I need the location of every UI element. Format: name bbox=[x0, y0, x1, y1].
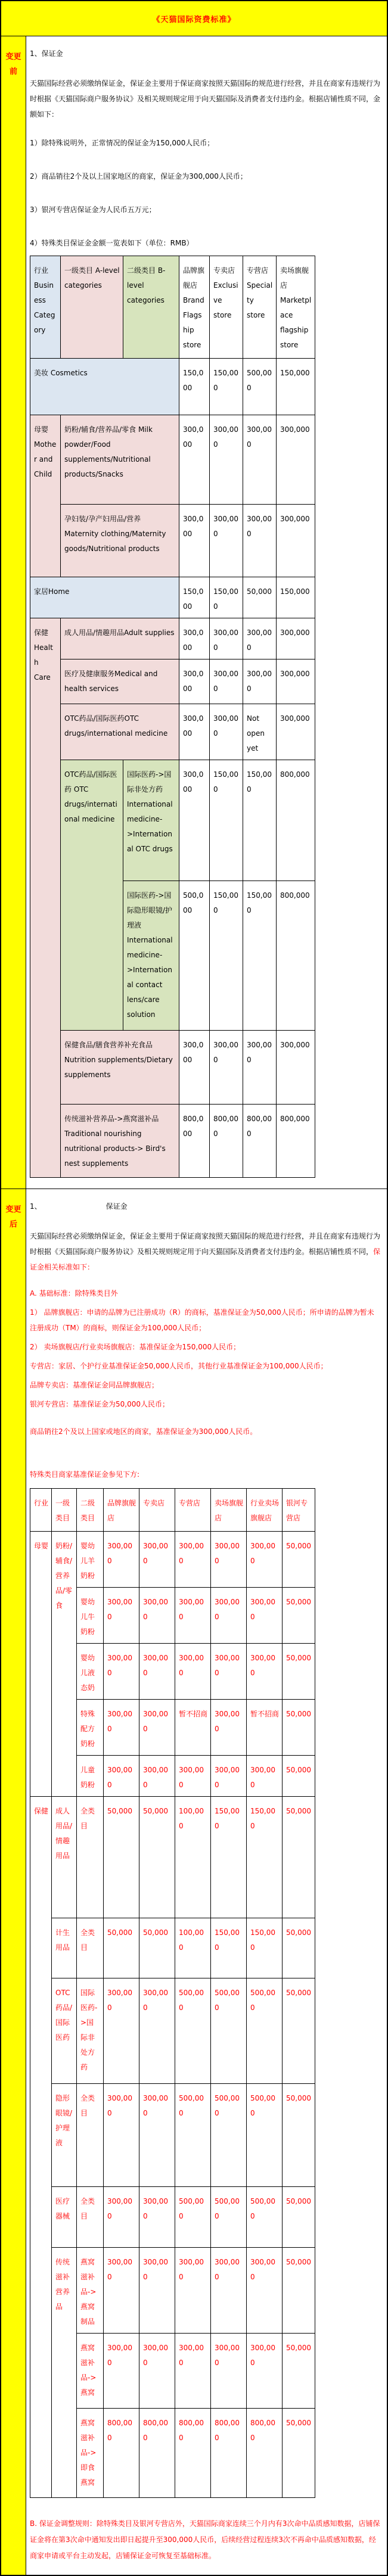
before-heading: 1、保证金 bbox=[30, 49, 63, 58]
cell: 300,000 bbox=[247, 2334, 283, 2409]
cell: 300,000 bbox=[175, 1644, 211, 1700]
cell: 300,000 bbox=[211, 1700, 247, 1756]
cell: 300,000 bbox=[139, 2248, 175, 2334]
cell: 800,000 bbox=[175, 2409, 211, 2498]
category-cell: 传统滋补营养品 bbox=[52, 2248, 77, 2498]
cell: 500,000 bbox=[211, 2084, 247, 2187]
cell: 300,000 bbox=[211, 1756, 247, 1797]
category-cell: 国际医药->国际非处方药 bbox=[77, 1978, 104, 2084]
category-cell: 成人用品/情趣用品Adult supplies bbox=[61, 618, 179, 659]
category-cell: 计生用品 bbox=[52, 1918, 77, 1978]
cell: 300,000 bbox=[179, 760, 210, 881]
table-row bbox=[30, 256, 315, 359]
deposit-adjustment-note: B. 保证金调整规则：除特殊类目及银河专营店外，天猫国际商家连续三个月内有3次命中品质感知数据，店铺保证金将在第3次命中通知发出即日起提升至300,000人民币，后续经营过程连续3次不再命中品质感知数据，经商家申请或平台主动发起，店铺保证金可恢复至基础标准。 bbox=[30, 2519, 380, 2560]
category-cell: 奶粉/辅食/营养品/零食 Milk powder/Food supplements/Nutritional products/Snacks bbox=[61, 415, 179, 505]
cell: 300,000 bbox=[104, 2248, 139, 2334]
cell: 150,000 bbox=[277, 577, 315, 618]
cell: 50,000 bbox=[283, 1756, 315, 1797]
cell: 500,000 bbox=[175, 2084, 211, 2187]
cell: 300,000 bbox=[247, 1532, 283, 1588]
cell: 300,000 bbox=[243, 1031, 277, 1105]
section-after-change bbox=[1, 1189, 387, 2575]
cell: 500,000 bbox=[247, 2084, 283, 2187]
cell: 500,000 bbox=[211, 2187, 247, 2248]
cell: 50,000 bbox=[283, 1978, 315, 2084]
category-cell: 国际医药->国际非处方药 International medicine->International OTC drugs bbox=[123, 760, 179, 881]
header-cell: 品牌旗舰店 bbox=[104, 1489, 139, 1532]
cell: 300,000 bbox=[211, 1644, 247, 1700]
cell: 300,000 bbox=[277, 415, 315, 505]
cell: 300,000 bbox=[179, 415, 210, 505]
rule-multi-country: 商品销往2个及以上国家或地区的商家，基准保证金为300,000人民币。 bbox=[30, 1427, 257, 1436]
cell: 300,000 bbox=[179, 505, 210, 577]
cell: 500,000 bbox=[247, 1978, 283, 2084]
after-heading-text: 保证金 bbox=[105, 1202, 128, 1211]
table-row bbox=[30, 359, 315, 415]
cell: 50,000 bbox=[283, 1588, 315, 1644]
cell: 300,000 bbox=[243, 618, 277, 659]
page-title: 《天猫国际资费标准》 bbox=[1, 1, 387, 36]
category-cell: OTC药品/国际医药 OTC drugs/international medicine bbox=[61, 760, 123, 1031]
category-cell: 全类目 bbox=[77, 2084, 104, 2187]
cell: 300,000 bbox=[104, 1756, 139, 1797]
cell: 50,000 bbox=[283, 2334, 315, 2409]
cell: 50,000 bbox=[104, 1918, 139, 1978]
cell: 150,000 bbox=[210, 359, 243, 415]
cell: 300,000 bbox=[139, 1756, 175, 1797]
cell: 50,000 bbox=[139, 1797, 175, 1918]
cell: 300,000 bbox=[175, 2248, 211, 2334]
cell: 300,000 bbox=[104, 1978, 139, 2084]
header-cell: 卖场旗舰店 bbox=[211, 1489, 247, 1532]
header-cell: 卖场旗舰店 Marketplace flagship store bbox=[277, 256, 315, 359]
cell: 300,000 bbox=[104, 2187, 139, 2248]
change-after-label: 变更后 bbox=[1, 1189, 26, 2575]
category-cell: 全类目 bbox=[77, 1918, 104, 1978]
category-cell: 保健食品/膳食营养补充食品 Nutrition supplements/Dietary supplements bbox=[61, 1031, 179, 1105]
cell: 500,000 bbox=[179, 881, 210, 1031]
cell: 500,000 bbox=[175, 2187, 211, 2248]
cell: 800,000 bbox=[210, 1105, 243, 1178]
before-item-2: 2）商品销往2个及以上国家地区的商家，保证金为300,000人民币； bbox=[30, 172, 247, 181]
cell: 50,000 bbox=[283, 1644, 315, 1700]
cell: 暂不招商 bbox=[175, 1700, 211, 1756]
table-row bbox=[30, 2084, 315, 2187]
cell: 150,000 bbox=[243, 881, 277, 1031]
before-item-1: 1）除特殊说明外，正常情况的保证金为150,000人民币； bbox=[30, 139, 215, 147]
category-cell: 隐形眼镜/护理液 bbox=[52, 2084, 77, 2187]
table-row bbox=[30, 577, 315, 618]
cell: 300,000 bbox=[243, 415, 277, 505]
cell: 800,000 bbox=[139, 2409, 175, 2498]
header-cell: 专卖店 bbox=[139, 1489, 175, 1532]
header-cell: 二级类目 bbox=[77, 1489, 104, 1532]
after-content bbox=[26, 1189, 387, 2575]
rule-special-category-ref: 特殊类目商家基准保证金参见下方: bbox=[30, 1470, 140, 1479]
cell: 300,000 bbox=[139, 1644, 175, 1700]
table-row bbox=[30, 1978, 315, 2084]
before-intro: 天猫国际经营必须缴纳保证金，保证金主要用于保证商家按照天猫国际的规范进行经营，并且在商家有违规行为时根据《天猫国际商户服务协议》及相关规则规定用于向天猫国际及消费者支付违约金。根据店铺性质不同，金额如下： bbox=[30, 79, 381, 119]
cell: 300,000 bbox=[277, 505, 315, 577]
header-cell: 专营店 Specialty store bbox=[243, 256, 277, 359]
cell: 300,000 bbox=[211, 1532, 247, 1588]
cell: 300,000 bbox=[139, 2187, 175, 2248]
category-cell: 成人用品/情趣用品 bbox=[52, 1797, 77, 1918]
cell: 150,000 bbox=[247, 1797, 283, 1918]
cell: 150,000 bbox=[179, 359, 210, 415]
cell: 300,000 bbox=[104, 2084, 139, 2187]
cell: 300,000 bbox=[104, 1644, 139, 1700]
cell: 300,000 bbox=[210, 505, 243, 577]
category-cell: 婴幼儿羊奶粉 bbox=[77, 1532, 104, 1588]
category-cell: 医疗器械 bbox=[52, 2187, 77, 2248]
category-cell: 保健 Health Care bbox=[30, 618, 61, 1178]
cell: 300,000 bbox=[210, 618, 243, 659]
cell: 150,000 bbox=[211, 1918, 247, 1978]
table-row bbox=[30, 415, 315, 505]
category-cell: OTC药品/国际医药OTC drugs/international medicine bbox=[61, 704, 179, 760]
table-row bbox=[30, 618, 315, 659]
category-cell: OTC药品/国际医药 bbox=[52, 1978, 77, 2084]
table-row bbox=[30, 1489, 315, 1532]
category-cell: 传统滋补营养品->燕窝滋补品 Traditional nourishing nutritional products-> Bird's nest supplements bbox=[61, 1105, 179, 1178]
cell: 300,000 bbox=[211, 1588, 247, 1644]
after-heading-number: 1、 bbox=[30, 1202, 42, 1211]
cell: 300,000 bbox=[247, 1588, 283, 1644]
cell: 50,000 bbox=[283, 2248, 315, 2334]
cell: 150,000 bbox=[179, 577, 210, 618]
header-cell: 一级类目 A-level categories bbox=[61, 256, 123, 359]
category-cell: 儿童奶粉 bbox=[77, 1756, 104, 1797]
header-cell: 银河专营店 bbox=[283, 1489, 315, 1532]
cell: 300,000 bbox=[179, 618, 210, 659]
before-item-4: 4）特殊类目保证金金额一览表如下（单位：RMB） bbox=[30, 239, 194, 247]
category-cell: 国际医药->国际隐形眼镜/护理液 International medicine->International contact lens/care solution bbox=[123, 881, 179, 1031]
cell: 300,000 bbox=[210, 704, 243, 760]
cell: 300,000 bbox=[104, 1588, 139, 1644]
cell: 300,000 bbox=[277, 659, 315, 704]
cell: 300,000 bbox=[277, 618, 315, 659]
cell: 300,000 bbox=[175, 1532, 211, 1588]
header-cell: 品牌旗舰店 Brand Flagship store bbox=[179, 256, 210, 359]
category-cell: 婴幼儿液态奶 bbox=[77, 1644, 104, 1700]
deposit-table-after bbox=[30, 1488, 315, 2498]
cell: 150,000 bbox=[211, 1797, 247, 1918]
category-cell: 全类目 bbox=[77, 1797, 104, 1918]
deposit-table-before bbox=[30, 256, 315, 1178]
category-cell: 美妆 Cosmetics bbox=[30, 359, 179, 415]
cell: 300,000 bbox=[211, 2334, 247, 2409]
cell: 50,000 bbox=[283, 2187, 315, 2248]
rule-brand-flagship: 1） 品牌旗舰店：申请的品牌为已注册成功（R）的商标，基准保证金为50,000人民币；所申请的品牌为暂未注册成功（TM）的商标，则保证金为100,000人民币； bbox=[30, 1308, 374, 1332]
cell: 300,000 bbox=[175, 1588, 211, 1644]
cell: 800,000 bbox=[179, 1105, 210, 1178]
category-cell: 燕窝滋补品->即食燕窝 bbox=[77, 2409, 104, 2498]
cell: 50,000 bbox=[243, 577, 277, 618]
cell: 300,000 bbox=[243, 659, 277, 704]
cell: 300,000 bbox=[139, 2334, 175, 2409]
cell: 800,000 bbox=[277, 760, 315, 881]
header-cell: 一级类目 bbox=[52, 1489, 77, 1532]
cell: 150,000 bbox=[210, 881, 243, 1031]
category-cell: 奶粉/辅食/营养品/零食 bbox=[52, 1532, 77, 1797]
cell: 150,000 bbox=[247, 1918, 283, 1978]
cell: 800,000 bbox=[277, 1105, 315, 1178]
cell: 300,000 bbox=[210, 415, 243, 505]
rule-brand-exclusive: 品牌专卖店：基准保证金同品牌旗舰店； bbox=[30, 1381, 159, 1389]
cell: 300,000 bbox=[104, 1532, 139, 1588]
cell: 800,000 bbox=[243, 1105, 277, 1178]
category-cell: 婴幼儿牛奶粉 bbox=[77, 1588, 104, 1644]
table-row bbox=[30, 505, 315, 577]
category-cell: 母婴 bbox=[30, 1532, 52, 1797]
cell: 800,000 bbox=[277, 881, 315, 1031]
cell: 50,000 bbox=[104, 1797, 139, 1918]
cell: 300,000 bbox=[277, 704, 315, 760]
cell: 500,000 bbox=[243, 359, 277, 415]
table-row bbox=[30, 1031, 315, 1105]
category-cell: 医疗及健康服务Medical and health services bbox=[61, 659, 179, 704]
table-row bbox=[30, 704, 315, 760]
category-cell: 燕窝滋补品->燕窝 bbox=[77, 2334, 104, 2409]
cell: 500,000 bbox=[211, 1978, 247, 2084]
after-intro-black: 天猫国际经营必须缴纳保证金，保证金主要用于保证商家按照天猫国际的规范进行经营，并且在商家有违规行为时根据《天猫国际商户服务协议》及相关规则规定用于向天猫国际及消费者支付违约金。根据店铺性质不同， bbox=[30, 1232, 381, 1256]
cell: 300,000 bbox=[139, 1588, 175, 1644]
cell: 300,000 bbox=[247, 1756, 283, 1797]
category-cell: 母婴 Mother and Child bbox=[30, 415, 61, 577]
cell: 50,000 bbox=[283, 1797, 315, 1918]
table-row bbox=[30, 1532, 315, 1588]
cell: 300,000 bbox=[175, 1756, 211, 1797]
after-intro bbox=[30, 1228, 381, 1275]
cell: 300,000 bbox=[277, 1031, 315, 1105]
table-row bbox=[30, 1105, 315, 1178]
cell: 300,000 bbox=[104, 2334, 139, 2409]
header-cell: 行业卖场旗舰店 bbox=[247, 1489, 283, 1532]
before-content bbox=[26, 36, 387, 1189]
cell: 300,000 bbox=[210, 1031, 243, 1105]
cell: 300,000 bbox=[139, 2084, 175, 2187]
category-cell: 特殊配方奶粉 bbox=[77, 1700, 104, 1756]
cell: 300,000 bbox=[247, 1644, 283, 1700]
header-cell: 专卖店 Exclusive store bbox=[210, 256, 243, 359]
header-cell: 专营店 bbox=[175, 1489, 211, 1532]
section-before-change bbox=[1, 36, 387, 1189]
cell: 50,000 bbox=[283, 2084, 315, 2187]
cell: 100,000 bbox=[175, 1918, 211, 1978]
cell: 300,000 bbox=[247, 2248, 283, 2334]
after-heading bbox=[30, 1199, 381, 1214]
table-row bbox=[30, 2248, 315, 2334]
header-cell: 行业 Business Category bbox=[30, 256, 61, 359]
table-row bbox=[30, 760, 315, 881]
after-intro-red: 保证金相关标准如下： bbox=[30, 1247, 381, 1271]
cell: 300,000 bbox=[179, 704, 210, 760]
rule-marketplace-flagship: 2） 卖场旗舰店/行业卖场旗舰店：基准保证金为150,000人民币； bbox=[30, 1343, 241, 1351]
table-row bbox=[30, 2187, 315, 2248]
cell: 50,000 bbox=[283, 2409, 315, 2498]
category-cell: 全类目 bbox=[77, 2187, 104, 2248]
cell: 800,000 bbox=[247, 2409, 283, 2498]
rule-specialty-store: 专营店：家居、个护行业基准保证金50,000人民币，其他行业基准保证金为100,000人民币； bbox=[30, 1362, 328, 1370]
cell: 暂不招商 bbox=[247, 1700, 283, 1756]
cell: 300,000 bbox=[139, 1978, 175, 2084]
category-cell: 家居Home bbox=[30, 577, 179, 618]
cell: 300,000 bbox=[139, 1532, 175, 1588]
change-before-label: 变更前 bbox=[1, 36, 26, 1189]
table-row bbox=[30, 1797, 315, 1918]
before-item-3: 3）银河专营店保证金为人民币五万元； bbox=[30, 206, 156, 214]
cell: 50,000 bbox=[283, 1700, 315, 1756]
cell: 100,000 bbox=[175, 1797, 211, 1918]
cell: 300,000 bbox=[210, 659, 243, 704]
cell: 50,000 bbox=[283, 1918, 315, 1978]
cell: 150,000 bbox=[210, 760, 243, 881]
cell: 500,000 bbox=[175, 1978, 211, 2084]
cell: 300,000 bbox=[211, 2248, 247, 2334]
header-cell: 二级类目 B-level categories bbox=[123, 256, 179, 359]
cell: 300,000 bbox=[243, 505, 277, 577]
cell: 800,000 bbox=[104, 2409, 139, 2498]
cell: 300,000 bbox=[179, 1031, 210, 1105]
cell: 300,000 bbox=[139, 1700, 175, 1756]
cell: Not open yet bbox=[243, 704, 277, 760]
category-cell: 保健 bbox=[30, 1797, 52, 2498]
cell: 800,000 bbox=[211, 2409, 247, 2498]
header-cell: 行业 bbox=[30, 1489, 52, 1532]
cell: 150,000 bbox=[210, 577, 243, 618]
cell: 150,000 bbox=[243, 760, 277, 881]
table-row bbox=[30, 659, 315, 704]
cell: 50,000 bbox=[283, 1532, 315, 1588]
cell: 300,000 bbox=[179, 659, 210, 704]
cell: 150,000 bbox=[277, 359, 315, 415]
cell: 300,000 bbox=[175, 2334, 211, 2409]
rule-base-standard: A. 基础标准：除特殊类目外 bbox=[30, 1289, 118, 1298]
category-cell: 燕窝滋补品->燕窝制品 bbox=[77, 2248, 104, 2334]
cell: 300,000 bbox=[104, 1700, 139, 1756]
category-cell: 孕妇装/孕产妇用品/营养 Maternity clothing/Maternity goods/Nutritional products bbox=[61, 505, 179, 577]
rule-galaxy-specialty: 银河专营店：基准保证金为50,000人民币； bbox=[30, 1400, 169, 1408]
cell: 50,000 bbox=[139, 1918, 175, 1978]
table-row bbox=[30, 1918, 315, 1978]
cell: 500,000 bbox=[247, 2187, 283, 2248]
